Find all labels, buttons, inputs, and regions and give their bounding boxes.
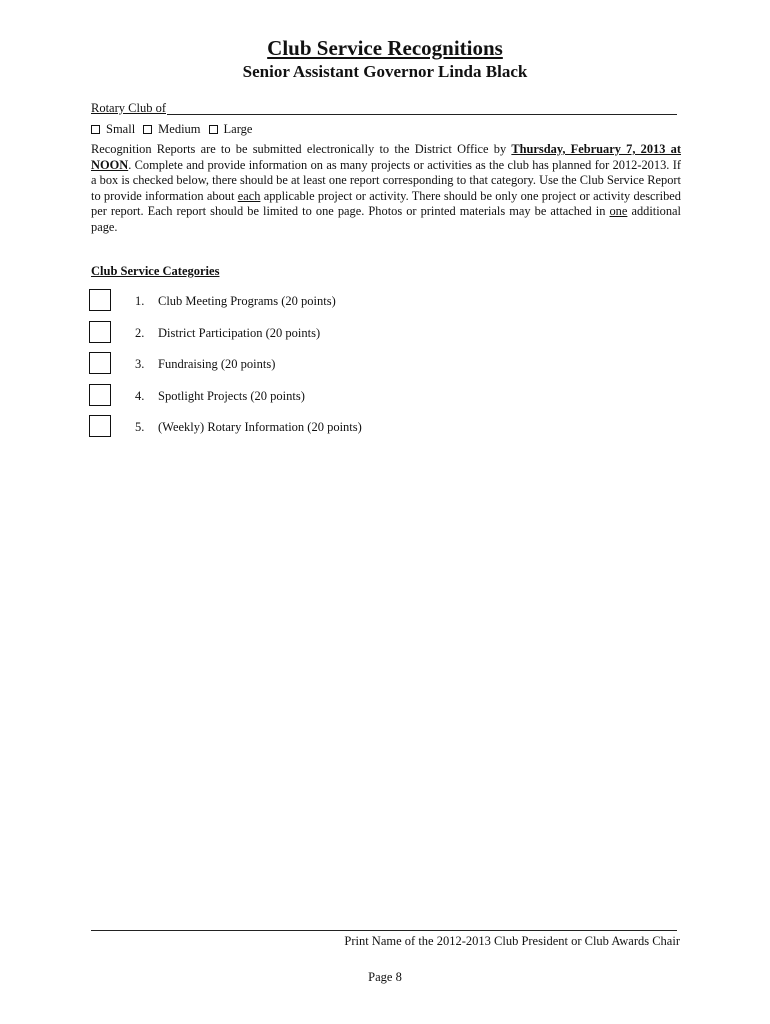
emphasis-each: each — [237, 188, 261, 203]
category-checkbox[interactable] — [89, 415, 111, 437]
category-label: Spotlight Projects (20 points) — [158, 388, 305, 403]
category-item — [89, 415, 489, 447]
category-item — [89, 384, 489, 416]
size-option-large[interactable] — [209, 122, 253, 137]
club-size-options — [91, 122, 260, 137]
category-number: 4. — [135, 388, 145, 403]
categories-heading: Club Service Categories — [91, 264, 220, 278]
instructions-paragraph — [91, 142, 681, 236]
category-checkbox[interactable] — [89, 289, 111, 311]
checkbox-medium[interactable] — [143, 125, 152, 134]
category-number: 5. — [135, 420, 145, 434]
instructions-part2: . Complete and provide information on as many projects or activities as the club has planned for 2012-2013. If a box is checked below, there should be at least one report corresponding to that category. Use the Club Service Report to provide information about — [91, 157, 681, 203]
instructions-part4: additional page. — [91, 204, 681, 234]
category-item — [89, 321, 489, 353]
category-item — [89, 289, 489, 321]
emphasis-one: one — [609, 204, 628, 219]
category-item — [89, 352, 489, 384]
size-label-medium: Medium — [158, 122, 201, 136]
rotary-club-label: Rotary Club of — [91, 101, 166, 115]
page-subtitle: Senior Assistant Governor Linda Black — [242, 62, 528, 81]
category-label: Fundraising (20 points) — [158, 357, 276, 371]
checkbox-large[interactable] — [209, 125, 218, 134]
size-option-medium[interactable] — [143, 122, 200, 137]
category-number: 3. — [135, 357, 145, 371]
signature-label: Print Name of the 2012-2013 Club President or Club Awards Chair — [344, 934, 680, 948]
page-number: Page 8 — [368, 970, 402, 984]
instructions-part3: applicable project or activity. There should be only one project or activity described per report. Each report should be limited to one page. Photos or printed materials may be attached in — [91, 188, 682, 219]
checkbox-small[interactable] — [91, 125, 100, 134]
category-label: District Participation (20 points) — [158, 325, 321, 340]
category-label: (Weekly) Rotary Information (20 points) — [158, 420, 362, 434]
category-checkbox[interactable] — [89, 352, 111, 374]
category-checkbox[interactable] — [89, 321, 111, 343]
signature-line[interactable] — [91, 930, 677, 931]
size-label-large: Large — [223, 122, 253, 136]
category-checkbox[interactable] — [89, 384, 111, 406]
size-option-small[interactable] — [91, 122, 135, 137]
rotary-club-field[interactable] — [91, 101, 677, 117]
category-number: 2. — [135, 325, 145, 340]
category-label: Club Meeting Programs (20 points) — [158, 294, 336, 308]
instructions-part1: Recognition Reports are to be submitted electronically to the District Office by — [91, 142, 512, 156]
page-title: Club Service Recognitions — [267, 36, 503, 60]
category-number: 1. — [135, 294, 145, 308]
rotary-club-blank-line[interactable] — [167, 114, 677, 115]
size-label-small: Small — [106, 122, 136, 136]
deadline-text: Thursday, February 7, 2013 at NOON — [91, 142, 681, 172]
categories-list — [89, 289, 489, 447]
